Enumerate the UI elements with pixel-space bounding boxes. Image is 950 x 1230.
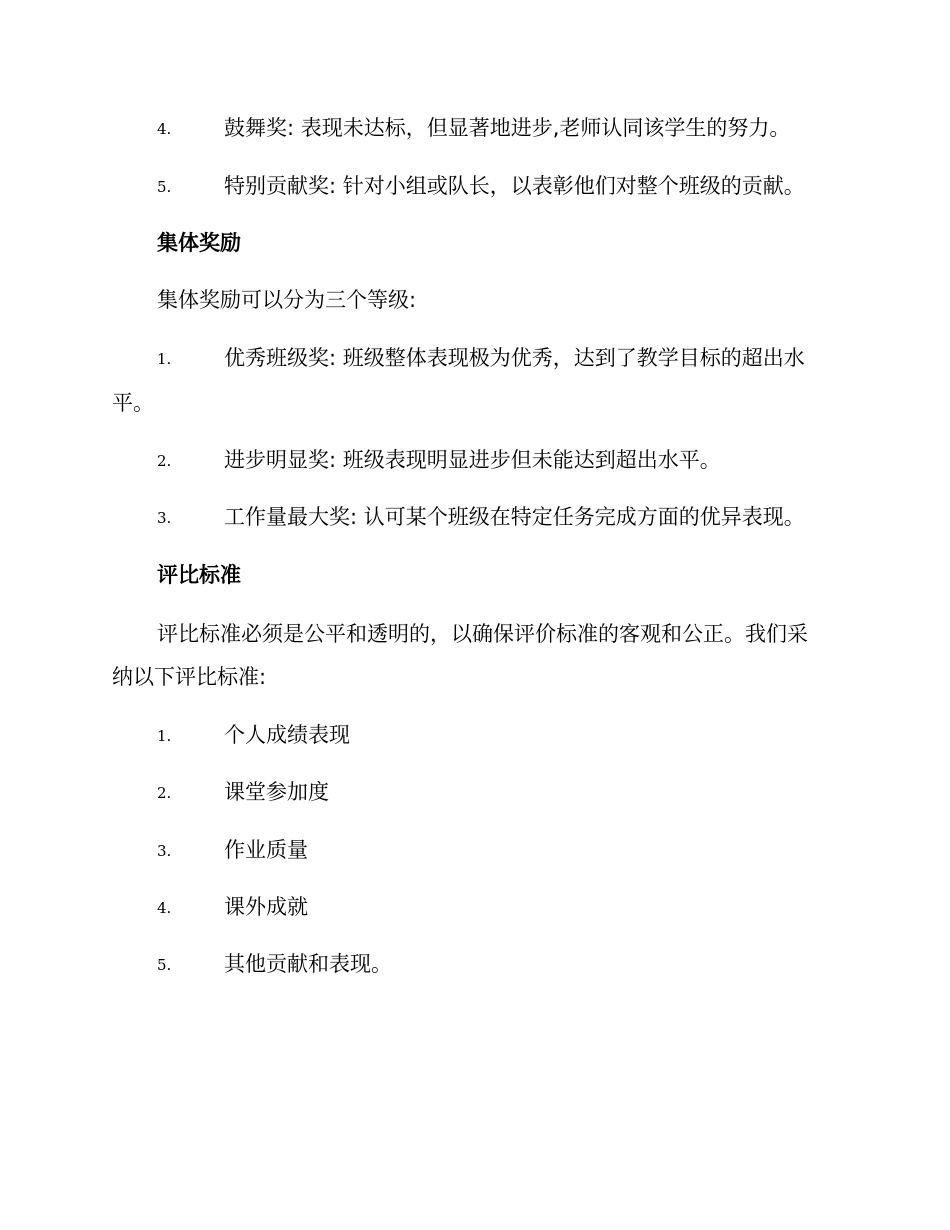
list-item: 课堂参加度 (224, 780, 329, 804)
list-number: 1. (157, 350, 172, 368)
section-heading: 评比标准 (157, 563, 241, 587)
list-item: 特别贡献奖: 针对小组或队长，以表彰他们对整个班级的贡献。 (224, 174, 805, 198)
paragraph: 集体奖励可以分为三个等级: (157, 288, 417, 312)
list-item-continuation: 平。 (112, 391, 154, 415)
list-item: 鼓舞奖: 表现未达标，但显著地进步,老师认同该学生的努力。 (224, 116, 791, 140)
list-item: 进步明显奖: 班级表现明显进步但未能达到超出水平。 (224, 448, 721, 472)
list-number: 2. (157, 452, 172, 470)
list-number: 2. (157, 784, 172, 802)
list-number: 5. (157, 178, 172, 196)
list-number: 3. (157, 842, 172, 860)
list-item: 个人成绩表现 (224, 723, 350, 747)
list-item: 作业质量 (224, 838, 308, 862)
list-item: 其他贡献和表现。 (224, 952, 392, 976)
list-item: 优秀班级奖: 班级整体表现极为优秀，达到了教学目标的超出水 (224, 346, 805, 370)
list-item: 工作量最大奖: 认可某个班级在特定任务完成方面的优异表现。 (224, 505, 805, 529)
section-heading: 集体奖励 (157, 231, 241, 255)
list-item: 课外成就 (224, 895, 308, 919)
list-number: 3. (157, 509, 172, 527)
list-number: 1. (157, 727, 172, 745)
list-number: 4. (157, 899, 172, 917)
list-number: 4. (157, 120, 172, 138)
list-number: 5. (157, 956, 172, 974)
paragraph: 评比标准必须是公平和透明的，以确保评价标准的客观和公正。我们采 (157, 622, 808, 646)
paragraph-continuation: 纳以下评比标准: (112, 665, 267, 689)
